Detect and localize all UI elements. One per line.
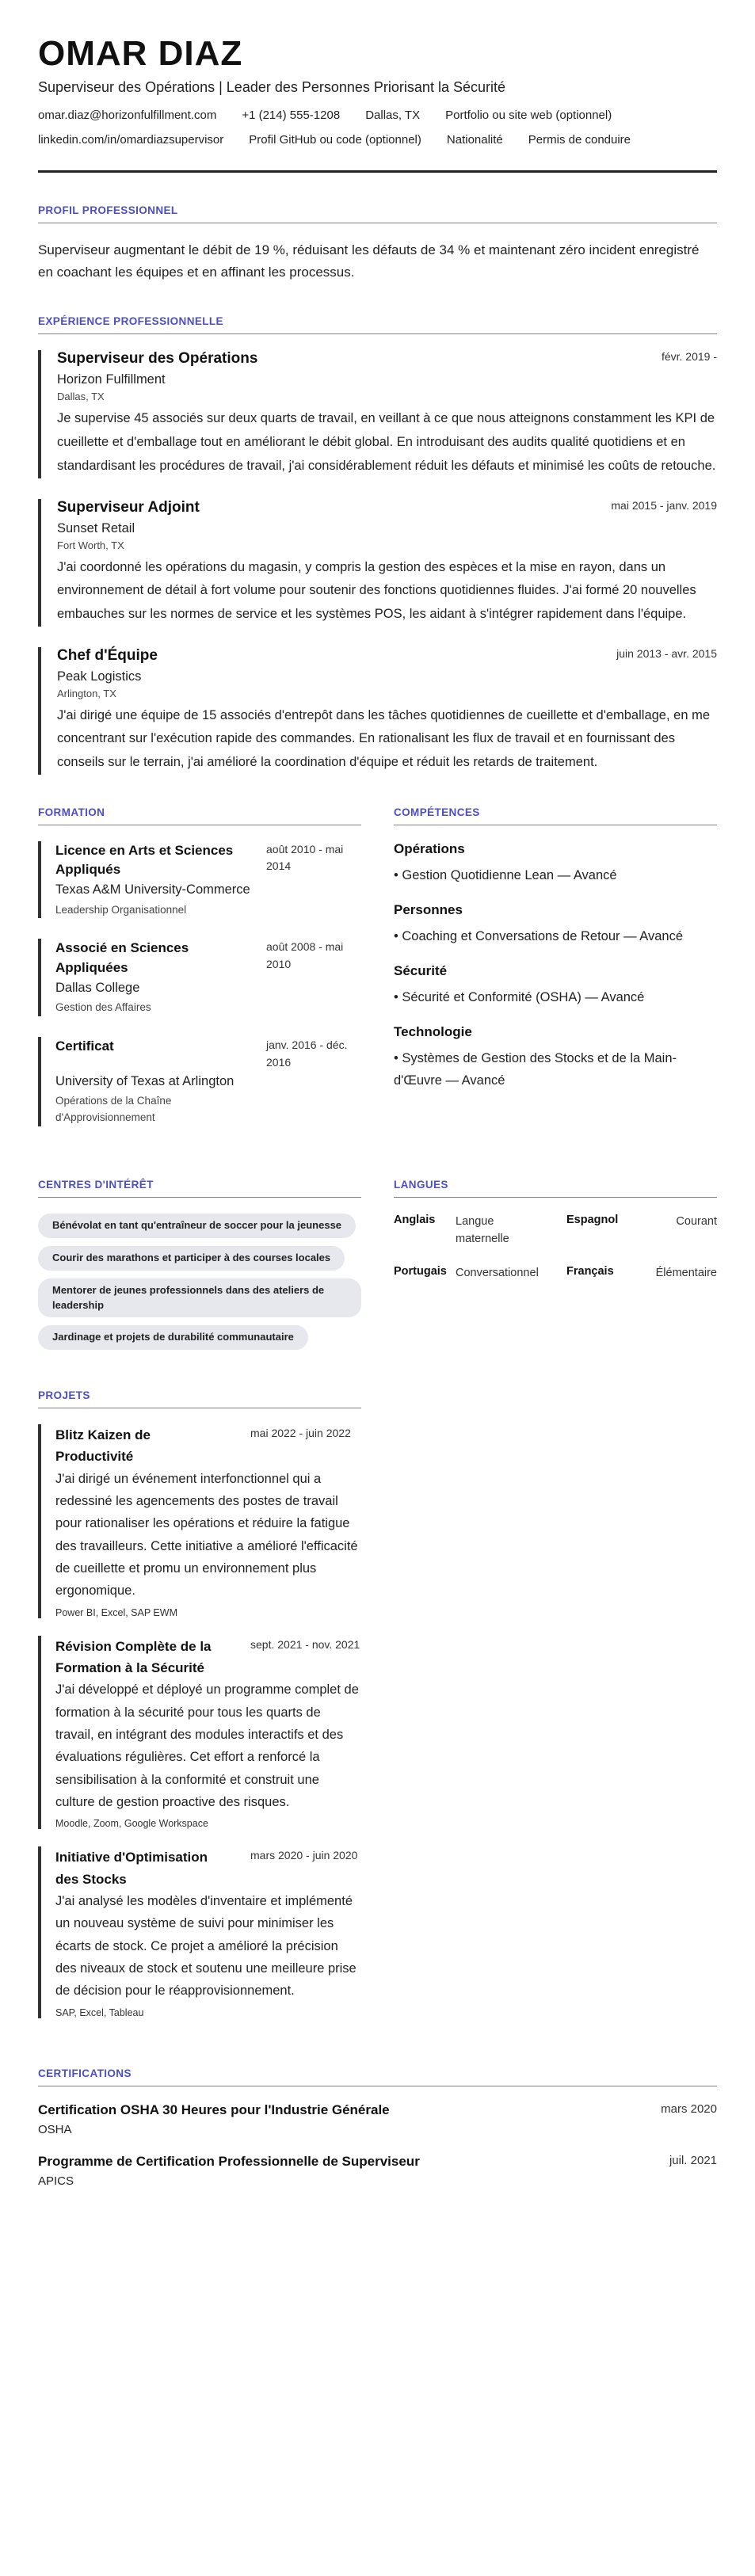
job-description: J'ai coordonné les opérations du magasin, y compris la gestion des espèces et la mise en rayon, dans un environnement de détail à fort volume pour soutenir des fonctions quotidiennes fluides. J'ai formé 20 nouvelles embauches sur les normes de service et les systèmes POS, les aidant à s'intégrer rapidement dans l'équipe.	[57, 559, 696, 621]
education-item	[38, 841, 361, 919]
section-title-experience: EXPÉRIENCE PROFESSIONNELLE	[38, 315, 717, 334]
resume-header	[38, 35, 717, 173]
experience-item	[38, 647, 717, 775]
project-tools: Moodle, Zoom, Google Workspace	[55, 1818, 208, 1830]
field-of-study: Opérations de la Chaîne d'Approvisionnement	[55, 1095, 172, 1124]
job-title: Chef d'Équipe	[57, 646, 158, 664]
skill-entry: • Systèmes de Gestion des Stocks et de la Main-d'Œuvre — Avancé	[394, 1051, 677, 1088]
profile-summary: Superviseur augmentant le débit de 19 %, réduisant les défauts de 34 % et maintenant zéro incident enregistré en coachant les équipes et en affinant les processus.	[38, 242, 700, 280]
certification-item	[38, 2102, 717, 2136]
project-dates: mars 2020 - juin 2020	[250, 1849, 358, 1862]
job-description: Je supervise 45 associés sur deux quarts de travail, en veillant à ce que nous atteignons constamment les KPI de cueillette et d'emballage tout en améliorant le débit global. En introduisant des audits qualité quotidiens et en standardisant les procédures de travail, j'ai considérablement réduit les défauts et minimisé les coûts de retouche.	[57, 411, 716, 473]
section-title-projects: PROJETS	[38, 1389, 361, 1408]
project-description: J'ai développé et déployé un programme complet de formation à la sécurité pour tous les quarts de travail, en intégrant des modules interactifs et des évaluations régulières. Cet effort a renforcé la sensibilisation à la conformité et construit une culture de gestion proactive des risques.	[55, 1682, 359, 1810]
field-of-study: Gestion des Affaires	[55, 1001, 151, 1014]
contact-info	[38, 109, 717, 147]
interest-tag: Mentorer de jeunes professionnels dans des ateliers de leadership	[38, 1278, 361, 1318]
certification-name: Certification OSHA 30 Heures pour l'Industrie Générale	[38, 2102, 390, 2117]
project-tools: SAP, Excel, Tableau	[55, 2006, 144, 2018]
interest-tag: Jardinage et projets de durabilité communautaire	[38, 1325, 308, 1350]
certification-date: mars 2020	[661, 2102, 717, 2116]
job-title: Superviseur Adjoint	[57, 498, 200, 516]
experience-item	[38, 499, 717, 627]
contact-license: Permis de conduire	[528, 133, 631, 147]
language-level: Conversationnel	[456, 1267, 539, 1280]
interests-section	[38, 1179, 361, 1358]
contact-github[interactable]: Profil GitHub ou code (optionnel)	[249, 133, 421, 147]
degree-title: Certificat	[55, 1038, 114, 1054]
school-name: Texas A&M University-Commerce	[55, 882, 250, 897]
job-dates: févr. 2019 -	[661, 350, 717, 364]
skill-category: Personnes	[394, 901, 463, 917]
skill-category: Technologie	[394, 1024, 472, 1040]
education-dates: août 2010 - mai 2014	[266, 842, 344, 873]
section-title-profile: PROFIL PROFESSIONNEL	[38, 204, 717, 223]
skills-section	[394, 806, 717, 1147]
skill-entry: • Coaching et Conversations de Retour — Avancé	[394, 928, 684, 943]
header-divider	[38, 170, 717, 173]
language-level: Élémentaire	[655, 1267, 717, 1280]
language-name: Anglais	[394, 1213, 436, 1226]
language-level: Courant	[676, 1214, 717, 1228]
certification-issuer: APICS	[38, 2174, 74, 2188]
skill-category: Sécurité	[394, 963, 448, 979]
section-title-education: FORMATION	[38, 806, 361, 825]
language-item	[566, 1265, 717, 1282]
project-name: Blitz Kaizen de Productivité	[55, 1427, 151, 1465]
school-name: Dallas College	[55, 980, 140, 995]
experience-item	[38, 350, 717, 478]
project-item	[38, 1424, 361, 1618]
job-dates: juin 2013 - avr. 2015	[616, 646, 717, 660]
job-company: Horizon Fulfillment	[57, 372, 166, 387]
skill-group	[394, 902, 717, 947]
project-description: J'ai dirigé un événement interfonctionnel qui a redessiné les agencements des postes de travail pour rationaliser les opérations et réduire la fatigue des travailleurs. Cette initiative a amélioré l'efficacité de cueillette et promu un environnement plus ergonomique.	[55, 1471, 358, 1599]
interests-languages-row	[38, 1179, 717, 1358]
skill-group	[394, 1024, 717, 1091]
field-of-study: Leadership Organisationnel	[55, 903, 187, 916]
education-item	[38, 1037, 361, 1126]
language-name: Français	[566, 1265, 614, 1278]
job-description: J'ai dirigé une équipe de 15 associés d'entrepôt dans les tâches quotidiennes de cueillette et d'emballage, en me concentrant sur l'exécution rapide des commandes. En rationalisant les flux de travail et en fournissant des conseils sur le terrain, j'ai amélioré la coordination d'équipe et réduit les retards de traitement.	[57, 707, 711, 769]
language-item	[394, 1214, 544, 1248]
contact-portfolio[interactable]: Portfolio ou site web (optionnel)	[445, 109, 612, 123]
education-skills-row	[38, 806, 717, 1147]
certification-date: juil. 2021	[669, 2153, 717, 2167]
section-title-languages: LANGUES	[394, 1179, 717, 1198]
skill-group	[394, 963, 717, 1008]
language-item	[566, 1214, 717, 1248]
certification-item	[38, 2154, 717, 2188]
school-name: University of Texas at Arlington	[55, 1073, 235, 1088]
job-location: Dallas, TX	[57, 391, 105, 403]
projects-row	[38, 1389, 717, 2036]
job-dates: mai 2015 - janv. 2019	[611, 498, 717, 512]
contact-location: Dallas, TX	[365, 109, 421, 123]
section-title-skills: COMPÉTENCES	[394, 806, 717, 825]
job-company: Sunset Retail	[57, 520, 135, 535]
contact-phone[interactable]: +1 (214) 555-1208	[242, 109, 341, 123]
project-item	[38, 1636, 361, 1830]
interest-tag: Courir des marathons et participer à des courses locales	[38, 1246, 345, 1271]
section-title-certifications: CERTIFICATIONS	[38, 2067, 717, 2086]
projects-section	[38, 1389, 361, 2036]
language-item	[394, 1265, 544, 1282]
project-dates: sept. 2021 - nov. 2021	[250, 1637, 360, 1651]
education-dates: janv. 2016 - déc. 2016	[266, 1038, 348, 1069]
project-name: Révision Complète de la Formation à la Sécurité	[55, 1638, 212, 1676]
projects-right-empty	[394, 1389, 717, 2036]
skill-entry: • Gestion Quotidienne Lean — Avancé	[394, 867, 617, 882]
candidate-headline: Superviseur des Opérations | Leader des Personnes Priorisant la Sécurité	[38, 79, 505, 96]
language-name: Portugais	[394, 1265, 447, 1278]
experience-section	[38, 315, 717, 774]
job-location: Arlington, TX	[57, 687, 116, 699]
languages-section	[394, 1179, 717, 1358]
skill-group	[394, 841, 717, 886]
language-level: Langue maternelle	[456, 1214, 509, 1245]
project-name: Initiative d'Optimisation des Stocks	[55, 1850, 208, 1887]
candidate-name: OMAR DIAZ	[38, 34, 243, 73]
skill-category: Opérations	[394, 840, 465, 856]
contact-linkedin[interactable]: linkedin.com/in/omardiazsupervisor	[38, 133, 224, 147]
certification-name: Programme de Certification Professionnelle de Superviseur	[38, 2153, 420, 2169]
job-location: Fort Worth, TX	[57, 539, 124, 551]
interest-tag: Bénévolat en tant qu'entraîneur de soccer pour la jeunesse	[38, 1214, 356, 1238]
degree-title: Licence en Arts et Sciences Appliqués	[55, 842, 234, 878]
profile-section	[38, 204, 717, 284]
language-name: Espagnol	[566, 1213, 619, 1226]
project-description: J'ai analysé les modèles d'inventaire et implémenté un nouveau système de suivi pour minimiser les écarts de stock. Ce projet a amélioré la précision des niveaux de stock et soutenu une meilleure prise de décision pour le réapprovisionnement.	[55, 1893, 357, 1999]
skill-entry: • Sécurité et Conformité (OSHA) — Avancé	[394, 990, 645, 1005]
contact-email[interactable]: omar.diaz@horizonfulfillment.com	[38, 109, 217, 123]
degree-title: Associé en Sciences Appliquées	[55, 940, 189, 976]
job-title: Superviseur des Opérations	[57, 350, 258, 368]
language-list	[394, 1214, 717, 1282]
section-title-interests: CENTRES D'INTÉRÊT	[38, 1179, 361, 1198]
job-company: Peak Logistics	[57, 669, 142, 684]
education-item	[38, 939, 361, 1016]
interest-tags	[38, 1214, 361, 1358]
project-tools: Power BI, Excel, SAP EWM	[55, 1606, 177, 1618]
certification-issuer: OSHA	[38, 2122, 72, 2136]
education-section	[38, 806, 361, 1147]
education-dates: août 2008 - mai 2010	[266, 940, 344, 971]
certifications-section	[38, 2067, 717, 2188]
project-dates: mai 2022 - juin 2022	[250, 1427, 351, 1440]
contact-nationality: Nationalité	[446, 133, 503, 147]
project-item	[38, 1846, 361, 2018]
